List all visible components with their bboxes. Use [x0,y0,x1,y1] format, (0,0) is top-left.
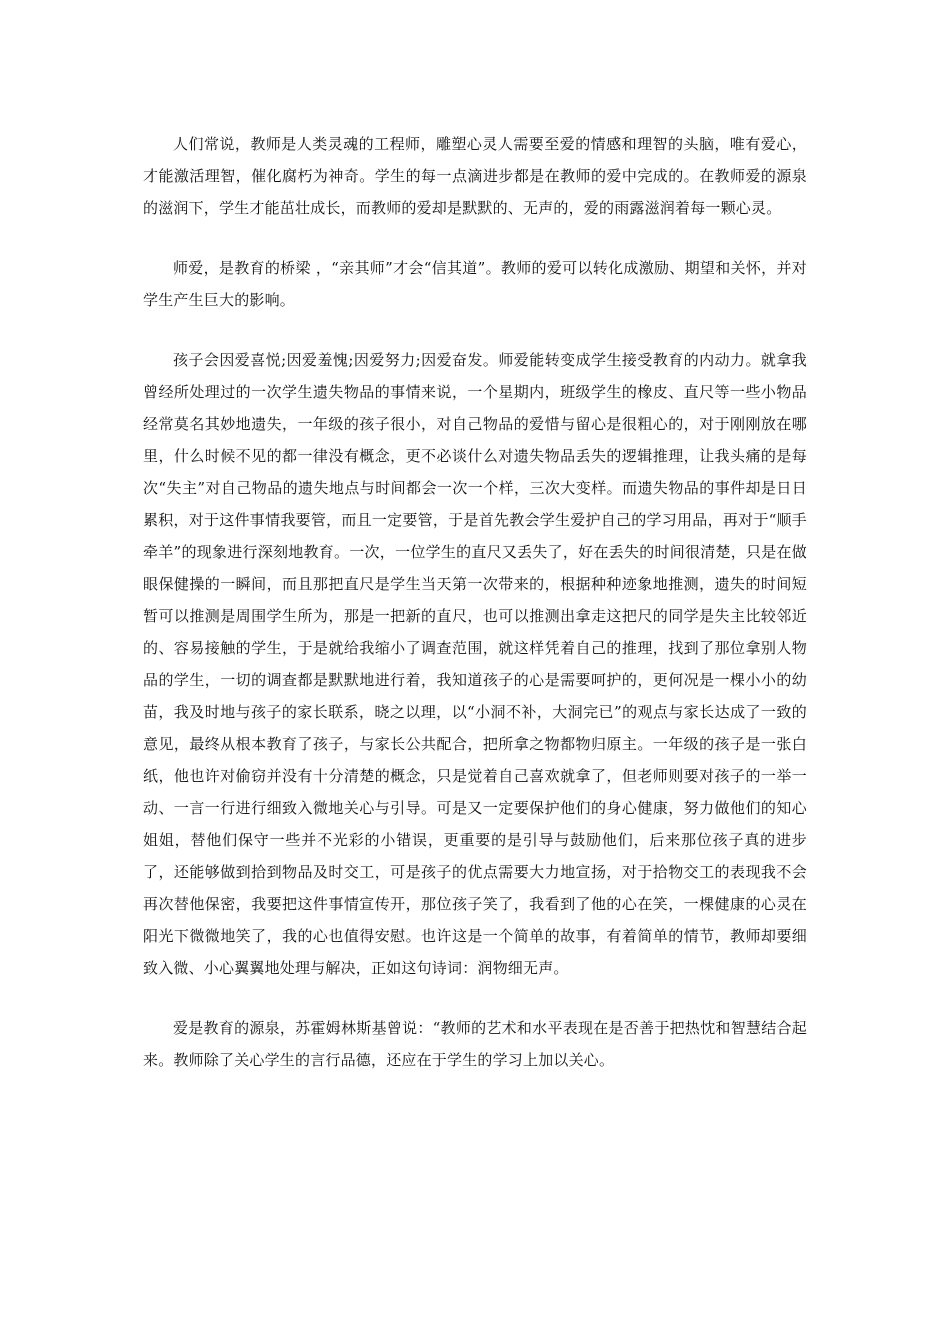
document-body [143,128,807,1104]
paragraph-3: 孩子会因爱喜悦;因爱羞愧;因爱努力;因爱奋发。师爱能转变成学生接受教育的内动力。就拿我曾经所处理过的一次学生遗失物品的事情来说，一个星期内，班级学生的橡皮、直尺等一些小物品经常莫名其妙地遗失，一年级的孩子很小，对自己物品的爱惜与留心是很粗心的，对于刚刚放在哪里，什么时候不见的都一律没有概念，更不必谈什么对遗失物品丢失的逻辑推理，让我头痛的是每次“失主”对自己物品的遗失地点与时间都会一次一个样，三次大变样。而遗失物品的事件却是日日累积，对于这件事情我要管，而且一定要管，于是首先教会学生爱护自己的学习用品，再对于“顺手牵羊”的现象进行深刻地教育。一次，一位学生的直尺又丢失了，好在丢失的时间很清楚，只是在做眼保健操的一瞬间，而且那把直尺是学生当天第一次带来的，根据种种迹象地推测，遗失的时间短暂可以推测是周围学生所为，那是一把新的直尺，也可以推测出拿走这把尺的同学是失主比较邻近的、容易接触的学生，于是就给我缩小了调查范围，就这样凭着自己的推理，找到了那位拿别人物品的学生，一切的调查都是默默地进行着，我知道孩子的心是需要呵护的，更何况是一棵小小的幼苗，我及时地与孩子的家长联系，晓之以理，以“小洞不补，大洞完已”的观点与家长达成了一致的意见，最终从根本教育了孩子，与家长公共配合，把所拿之物都物归原主。一年级的孩子是一张白纸，他也许对偷窃并没有十分清楚的概念，只是觉着自己喜欢就拿了，但老师则要对孩子的一举一动、一言一行进行细致入微地关心与引导。可是又一定要保护他们的身心健康，努力做他们的知心姐姐，替他们保守一些并不光彩的小错误，更重要的是引导与鼓励他们，后来那位孩子真的进步了，还能够做到拾到物品及时交工，可是孩子的优点需要大力地宣扬，对于拾物交工的表现我不会再次替他保密，我要把这件事情宣传开，那位孩子笑了，我看到了他的心在笑，一棵健康的心灵在阳光下微微地笑了，我的心也值得安慰。也许这是一个简单的故事，有着简单的情节，教师却要细致入微、小心翼翼地处理与解决，正如这句诗词：润物细无声。 [143,351,807,977]
paragraph-1: 人们常说，教师是人类灵魂的工程师，雕塑心灵人需要至爱的情感和理智的头脑，唯有爱心，才能激活理智，催化腐朽为神奇。学生的每一点滴进步都是在教师的爱中完成的。在教师爱的源泉的滋润下，学生才能茁壮成长，而教师的爱却是默默的、无声的，爱的雨露滋润着每一颗心灵。 [143,135,807,217]
paragraph-2: 师爱，是教育的桥梁 ，“亲其师”才会“信其道”。教师的爱可以转化成激励、期望和关怀，并对学生产生巨大的影响。 [143,259,807,309]
paragraph-4: 爱是教育的源泉，苏霍姆林斯基曾说：“教师的艺术和水平表现在是否善于把热忱和智慧结合起来。教师除了关心学生的言行品德，还应在于学生的学习上加以关心。 [143,1019,807,1069]
